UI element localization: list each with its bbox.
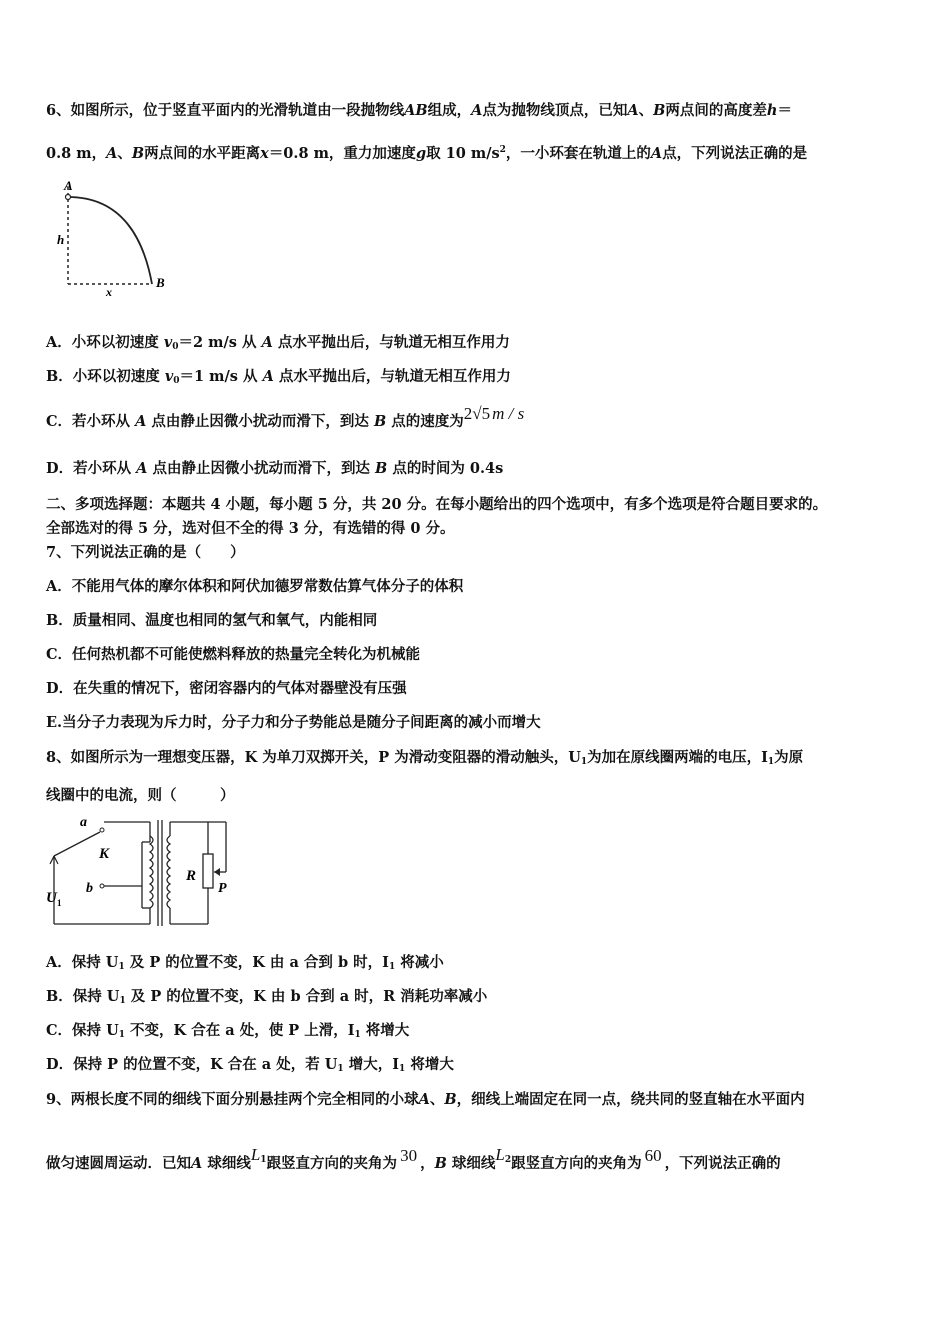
label-resistor-r: R — [186, 868, 197, 884]
parabola-curve — [68, 197, 152, 284]
q7-option-d: D．在失重的情况下，密闭容器内的气体对器壁没有压强 — [46, 680, 407, 697]
q7-option-b: B．质量相同、温度也相同的氢气和氧气，内能相同 — [46, 612, 378, 629]
q9-stem-line2: 做匀速圆周运动．已知A 球细线$L^1$跟竖直方向的夹角为 30 ，B 球细线$L^2$跟竖直方向的夹角为 60 ，下列说法正确的 — [46, 1145, 781, 1172]
q9-stem-line1: 9、两根长度不同的细线下面分别悬挂两个完全相同的小球A、B，细线上端固定在同一点，绕共同的竖直轴在水平面内 — [46, 1091, 805, 1108]
transformer-circuit-figure — [42, 812, 242, 934]
q6-option-a: A．小环以初速度 $v_0=2$ m/s 从 A 点水平抛出后，与轨道无相互作用力 — [46, 334, 510, 352]
q7-option-c: C．任何热机都不可能使燃料释放的热量完全转化为机械能 — [46, 646, 421, 663]
q6-option-c: C．若小环从 A 点由静止因微小扰动而滑下，到达 B 点的速度为2√5 m / s — [46, 404, 525, 430]
q8-option-c: C．保持 $U_1$ 不变，K 合在 a 处，使 P 上滑，$I_1$ 将增大 — [46, 1022, 410, 1040]
label-h: h — [57, 232, 65, 247]
label-b: B — [156, 275, 165, 290]
label-voltage-u: U — [46, 890, 57, 906]
q8-option-d: D．保持 P 的位置不变，K 合在 a 处，若 $U_1$ 增大，$I_1$ 将增大 — [46, 1056, 454, 1074]
q8-stem-line1: 8、如图所示为一理想变压器，K 为单刀双掷开关，P 为滑动变阻器的滑动触头，$U_1$为加在原线圈两端的电压，$I_1$为原 — [46, 749, 804, 767]
label-slider-p: P — [218, 881, 227, 896]
q8-option-a: A．保持 $U_1$ 及 P 的位置不变，K 由 a 合到 b 时，$I_1$ 将减小 — [46, 954, 444, 972]
label-x: x — [106, 285, 112, 299]
label-switch-k: K — [99, 846, 110, 862]
parabola-track-figure — [46, 172, 186, 302]
q6-option-d: D．若小环从 A 点由静止因微小扰动而滑下，到达 B 点的时间为 0.4s — [46, 460, 504, 477]
label-voltage-u-sub: 1 — [57, 898, 62, 908]
section2-heading-line1: 二、多项选择题：本题共 4 小题，每小题 5 分，共 20 分。在每小题给出的四个选项中，有多个选项是符合题目要求的。 — [46, 496, 828, 513]
slider-arrow-icon — [214, 868, 220, 876]
q7-option-a: A．不能用气体的摩尔体积和阿伏加德罗常数估算气体分子的体积 — [46, 578, 464, 595]
section2-heading-line2: 全部选对的得 5 分，选对但不全的得 3 分，有选错的得 0 分。 — [46, 520, 455, 537]
label-terminal-a: a — [80, 815, 87, 830]
q8-stem-line2: 线圈中的电流，则（ ） — [46, 787, 235, 804]
q6-option-b: B．小环以初速度 $v_0=1$ m/s 从 A 点水平抛出后，与轨道无相互作用力 — [46, 368, 511, 386]
q7-stem: 7、下列说法正确的是（ ） — [46, 544, 245, 561]
q6-stem-line1: 6、如图所示，位于竖直平面内的光滑轨道由一段抛物线AB组成，A点为抛物线顶点，已知A、B两点间的高度差h＝ — [46, 102, 792, 119]
q6-stem-line2: 0.8 m，A、B两点间的水平距离x＝0.8 m，重力加速度g取 10 $m/s^2$，一小环套在轨道上的A点，下列说法正确的是 — [46, 145, 808, 162]
q8-option-b: B．保持 $U_1$ 及 P 的位置不变，K 由 b 合到 a 时，R 消耗功率减小 — [46, 988, 488, 1006]
q7-option-e: E.当分子力表现为斥力时，分子力和分子势能总是随分子间距离的减小而增大 — [46, 714, 541, 731]
label-a: A — [64, 178, 73, 193]
label-terminal-b: b — [86, 881, 93, 896]
ring-point-a — [66, 195, 71, 200]
